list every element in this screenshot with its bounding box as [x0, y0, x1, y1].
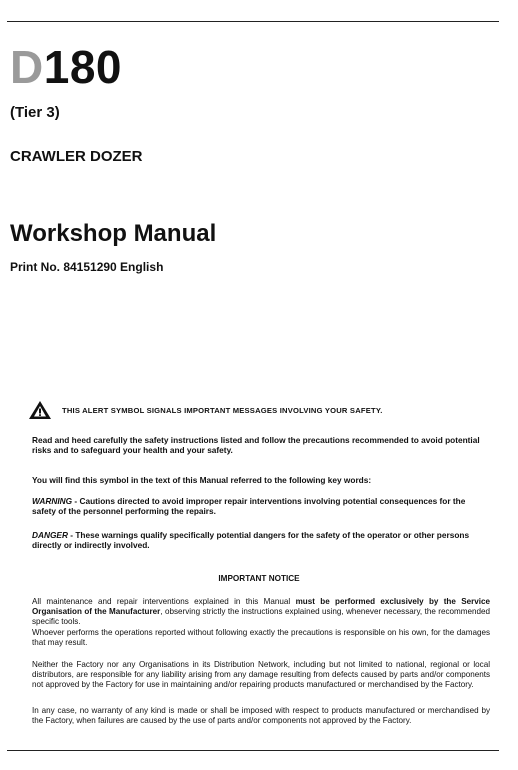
top-rule	[7, 21, 499, 22]
warning-text: - Cautions directed to avoid improper repair interventions involving potential consequences for the safety of the personnel performing the repairs.	[32, 496, 466, 517]
danger-paragraph	[32, 530, 490, 551]
tier-label: (Tier 3)	[10, 104, 60, 121]
warning-label: WARNING	[32, 496, 73, 506]
notice-p1-bold: must be performed exclusively by the Service Organisation of the Manufacturer	[32, 597, 491, 617]
warning-paragraph	[32, 496, 490, 517]
model-title	[10, 41, 122, 93]
warning-triangle-icon	[28, 400, 52, 420]
notice-paragraph-1	[32, 597, 490, 628]
read-heed-text: Read and heed carefully the safety instructions listed and follow the precautions recommended to avoid potential risks and to safeguard your health and your safety.	[32, 435, 480, 456]
danger-label: DANGER	[32, 530, 68, 540]
machine-type: CRAWLER DOZER	[10, 148, 143, 165]
notice-p1-start: All maintenance and repair interventions explained in this Manual	[32, 597, 296, 606]
symbol-intro-text: You will find this symbol in the text of this Manual referred to the following key words:	[32, 475, 372, 485]
notice-paragraph-2: Whoever performs the operations reported without following exactly the precautions is responsible on his own, for the damages that may result.	[32, 628, 490, 648]
safety-alert	[28, 400, 383, 420]
notice-paragraph-4: In any case, no warranty of any kind is made or shall be imposed with respect to products manufactured or merchandised by the Factory, when failures are caused by the use of parts and/or components not approved by the Factory.	[32, 706, 490, 726]
alert-text: THIS ALERT SYMBOL SIGNALS IMPORTANT MESSAGES INVOLVING YOUR SAFETY.	[62, 405, 383, 415]
important-notice-title: IMPORTANT NOTICE	[218, 574, 300, 583]
model-number: 180	[43, 41, 122, 93]
manual-title: Workshop Manual	[10, 220, 217, 247]
bottom-rule	[7, 750, 499, 751]
danger-text: - These warnings qualify specifically potential dangers for the safety of the operator or other persons directly or indirectly involved.	[32, 530, 470, 551]
notice-p1-end: , observing strictly the instructions explained using, whenever necessary, the recommended specific tools.	[32, 607, 491, 627]
model-letter: D	[10, 41, 44, 93]
notice-paragraph-3: Neither the Factory nor any Organisations in its Distribution Network, including but not limited to national, regional or local distributors, are responsible for any liability arising from any damage resulting from defects caused by parts and/or components not approved by the Factory for use in maintaining and/or repairing products manufactured or merchandised by the Factory.	[32, 660, 490, 690]
print-number: Print No. 84151290 English	[10, 260, 164, 274]
